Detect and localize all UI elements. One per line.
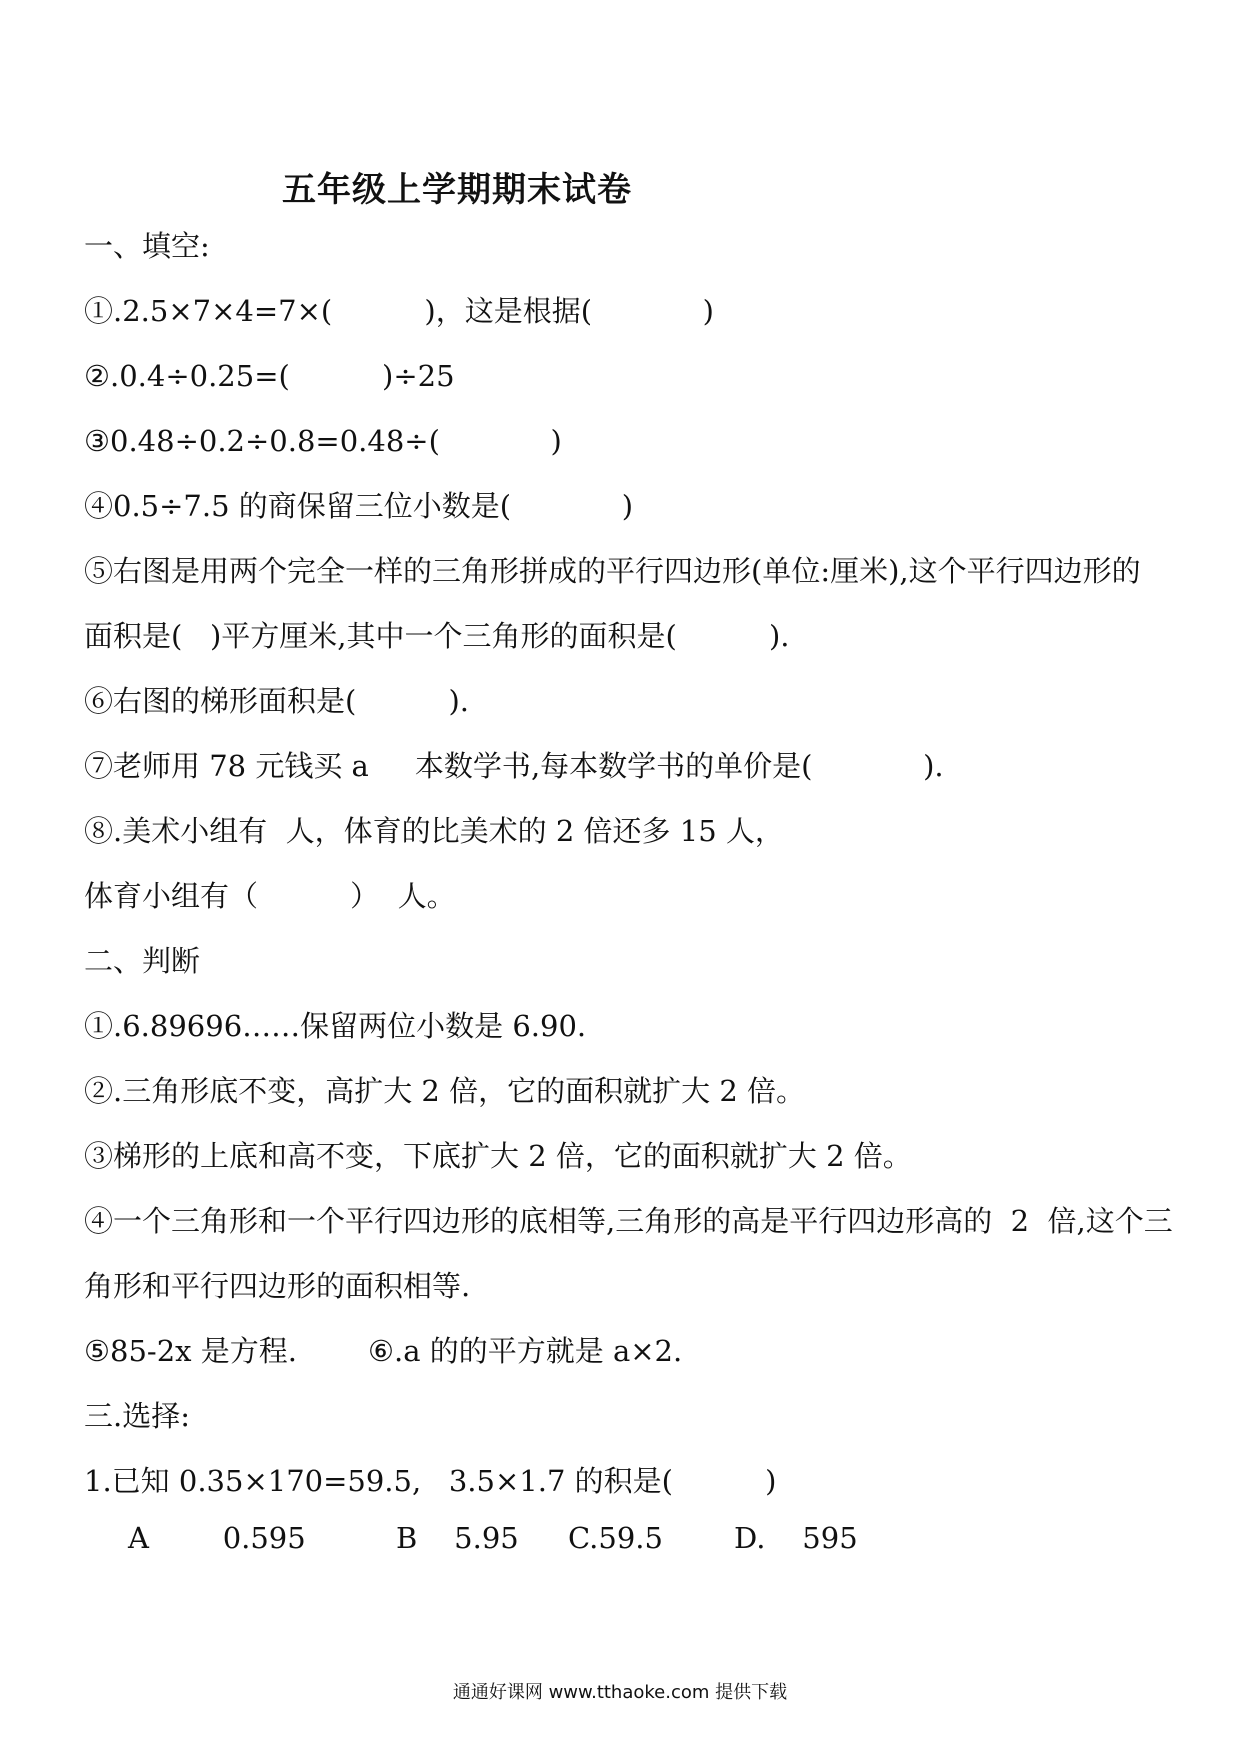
fill-question-7: ⑦老师用 78 元钱买 a 本数学书,每本数学书的单价是( ).	[84, 749, 944, 783]
choice-option-b: B 5.95	[396, 1521, 519, 1555]
fill-question-3: ③0.48÷0.2÷0.8=0.48÷( )	[84, 424, 562, 458]
section-2-heading: 二、判断	[84, 944, 201, 978]
fill-question-4: ④0.5÷7.5 的商保留三位小数是( )	[84, 489, 634, 523]
section-3-heading: 三.选择:	[84, 1399, 190, 1433]
choice-option-c: C.59.5	[568, 1521, 663, 1555]
judge-question-1: ①.6.89696……保留两位小数是 6.90.	[84, 1009, 587, 1043]
fill-question-5-line-1: ⑤右图是用两个完全一样的三角形拼成的平行四边形(单位:厘米),这个平行四边形的	[84, 554, 1141, 588]
fill-question-1: ①.2.5×7×4=7×( )，这是根据( )	[84, 294, 714, 328]
fill-question-2: ②.0.4÷0.25=( )÷25	[84, 359, 455, 393]
judge-question-2: ②.三角形底不变，高扩大 2 倍，它的面积就扩大 2 倍。	[84, 1074, 805, 1108]
fill-question-8-line-2: 体育小组有（ ） 人。	[84, 879, 456, 913]
fill-question-8-line-1: ⑧.美术小组有 人，体育的比美术的 2 倍还多 15 人，	[84, 814, 784, 848]
judge-question-6: ⑥.a 的的平方就是 a×2.	[368, 1334, 683, 1368]
judge-question-4-line-1: ④一个三角形和一个平行四边形的底相等,三角形的高是平行四边形高的 2 倍,这个三	[84, 1204, 1173, 1238]
choice-option-d: D. 595	[734, 1521, 858, 1555]
fill-question-6: ⑥右图的梯形面积是( ).	[84, 684, 470, 718]
page-title: 五年级上学期期末试卷	[282, 170, 632, 210]
choice-question-1: 1.已知 0.35×170=59.5, 3.5×1.7 的积是( )	[84, 1464, 777, 1498]
judge-question-4-line-2: 角形和平行四边形的面积相等.	[84, 1269, 471, 1303]
fill-question-5-line-2: 面积是( )平方厘米,其中一个三角形的面积是( ).	[84, 619, 790, 653]
section-1-heading: 一、填空:	[84, 229, 210, 263]
judge-question-5: ⑤85-2x 是方程.	[84, 1334, 297, 1368]
judge-question-3: ③梯形的上底和高不变，下底扩大 2 倍，它的面积就扩大 2 倍。	[84, 1139, 912, 1173]
choice-option-a: A 0.595	[128, 1521, 306, 1555]
footer-source: 通通好课网 www.tthaoke.com 提供下载	[452, 1682, 788, 1703]
